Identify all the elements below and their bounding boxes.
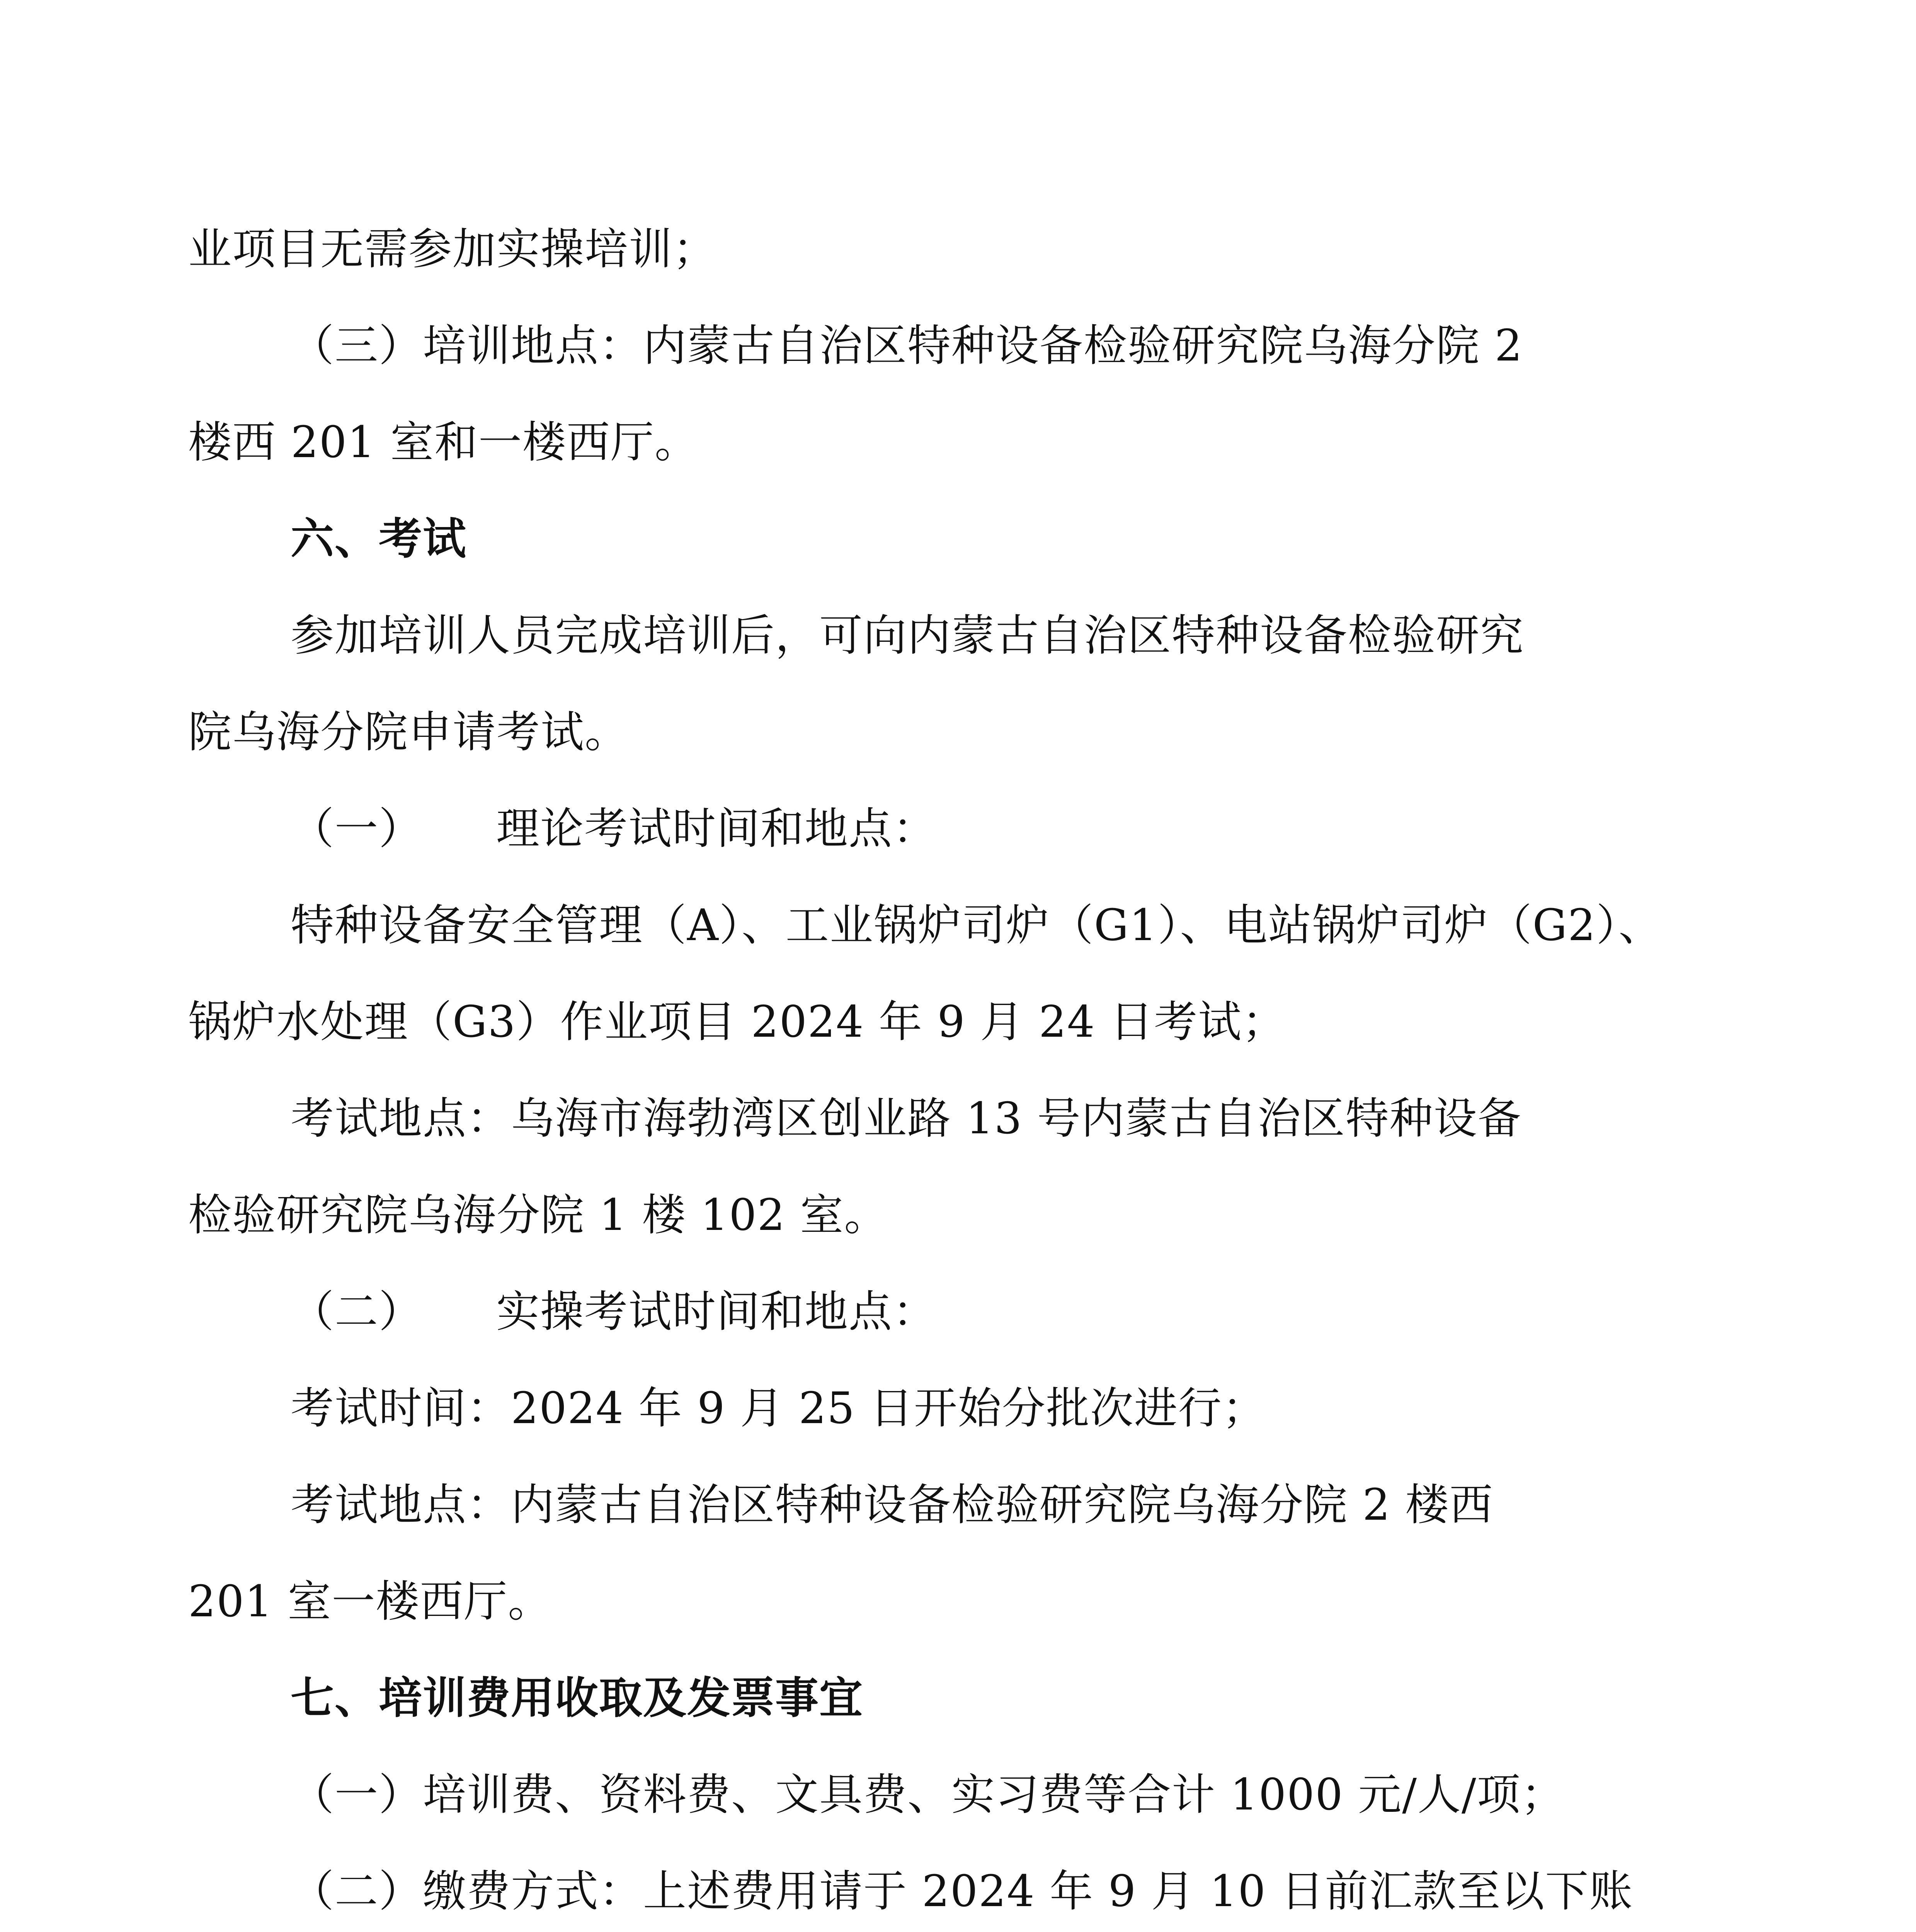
paragraph-line: 院乌海分院申请考试。 <box>188 707 629 757</box>
paragraph-line: 考试时间：2024 年 9 月 25 日开始分批次进行； <box>291 1383 1266 1434</box>
paragraph-line: （一）培训费、资料费、文具费、实习费等合计 1000 元/人/项； <box>291 1770 1565 1820</box>
paragraph-line: 业项目无需参加实操培训； <box>188 224 717 274</box>
subsection-number: （二） <box>291 1287 423 1337</box>
subsection-practical-exam <box>291 1283 937 1341</box>
subsection-theory-exam <box>291 800 937 858</box>
paragraph-line: （三）培训地点：内蒙古自治区特种设备检验研究院乌海分院 2 <box>291 321 1523 371</box>
section-heading-fees: 七、培训费用收取及发票事宜 <box>291 1673 863 1723</box>
paragraph-line: 考试地点：乌海市海勃湾区创业路 13 号内蒙古自治区特种设备 <box>291 1094 1522 1144</box>
paragraph-line: 检验研究院乌海分院 1 楼 102 室。 <box>188 1190 888 1240</box>
paragraph-line: （二）缴费方式：上述费用请于 2024 年 9 月 10 日前汇款至以下账 <box>291 1866 1634 1917</box>
paragraph-line: 考试地点：内蒙古自治区特种设备检验研究院乌海分院 2 楼西 <box>291 1480 1494 1530</box>
paragraph-line: 参加培训人员完成培训后，可向内蒙古自治区特种设备检验研究 <box>291 611 1524 661</box>
section-heading-exam: 六、考试 <box>291 514 467 564</box>
subsection-title: 理论考试时间和地点： <box>496 804 937 854</box>
paragraph-line: 特种设备安全管理（A）、工业锅炉司炉（G1）、电站锅炉司炉（G2）、 <box>291 900 1663 951</box>
subsection-title: 实操考试时间和地点： <box>496 1287 937 1337</box>
paragraph-line: 锅炉水处理（G3）作业项目 2024 年 9 月 24 日考试； <box>188 997 1286 1047</box>
paragraph-line: 楼西 201 室和一楼西厅。 <box>188 417 699 468</box>
paragraph-line: 201 室一楼西厅。 <box>188 1577 552 1627</box>
subsection-number: （一） <box>291 804 423 854</box>
